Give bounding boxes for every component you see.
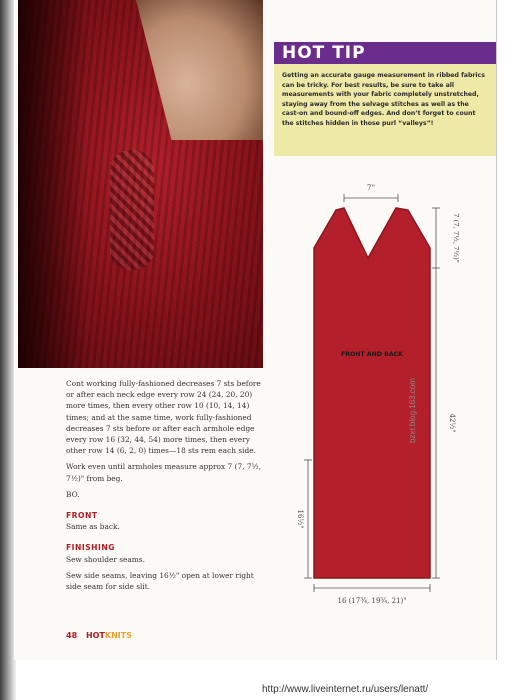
top-width-label: 7": [366, 183, 376, 192]
sweater-photo: [18, 0, 263, 368]
bottom-width-label: 16 (17¾, 19¾, 21)": [337, 597, 407, 605]
instruction-paragraph-2: Work even until armholes measure approx 7 (7, 7½, 7½)" from beg.: [66, 462, 262, 483]
schematic-diagram: [270, 170, 480, 610]
instructions-text: [66, 378, 266, 597]
front-text: Same as back.: [66, 522, 120, 532]
shoulder-height-label: 7 (7, 7½, 7½)": [452, 213, 460, 263]
neckline-skin: [136, 0, 263, 140]
hot-tip-banner: HOT TIP: [274, 42, 496, 64]
finishing-text-2: Sew side seams, leaving 16½" open at lower right side seam for side slit.: [66, 570, 254, 592]
finishing-text-1: Sew shoulder seams.: [66, 554, 145, 564]
source-url: http://www.liveinternet.ru/users/lenatt/: [262, 684, 429, 695]
blog-watermark: bzxr.blog.163.com: [408, 378, 417, 443]
front-and-back-label: FRONT AND BACK: [341, 351, 403, 358]
page-footer: [66, 631, 132, 640]
length-label: 42½": [448, 413, 456, 433]
finishing-heading: FINISHING: [66, 543, 115, 553]
page-number: 48: [66, 631, 78, 640]
photo-shadow: [18, 0, 88, 368]
slit-label: 16½": [296, 509, 304, 529]
instruction-paragraph-1: Cont working fully-fashioned decreases 7 sts before or after each neck edge every row 24 (24, 20, 20) more times, then every other row 10 (10, 14, 14) times; and at the same time, work fully-fashioned decreases 7 sts before or after each armhole edge every row 16 (32, 44, 54) more times, then every other row 14 (6, 2, 0) times—18 sts rem each side.: [66, 379, 261, 456]
instruction-paragraph-3: BO.: [66, 489, 80, 499]
brand-knits: KNITS: [104, 631, 132, 640]
hot-tip-text: Getting an accurate gauge measurement in ribbed fabrics can be tricky. For best results, be sure to take all measurements with your fabric completely unstretched, staying away from the selvage stitches as well as the cast-on and bound-off edges. And don’t forget to count the stitches hidden in those purl “valleys”!: [274, 64, 496, 156]
brand-hot: HOT: [85, 631, 105, 640]
front-heading: FRONT: [66, 511, 98, 521]
cable-pattern: [110, 150, 154, 270]
